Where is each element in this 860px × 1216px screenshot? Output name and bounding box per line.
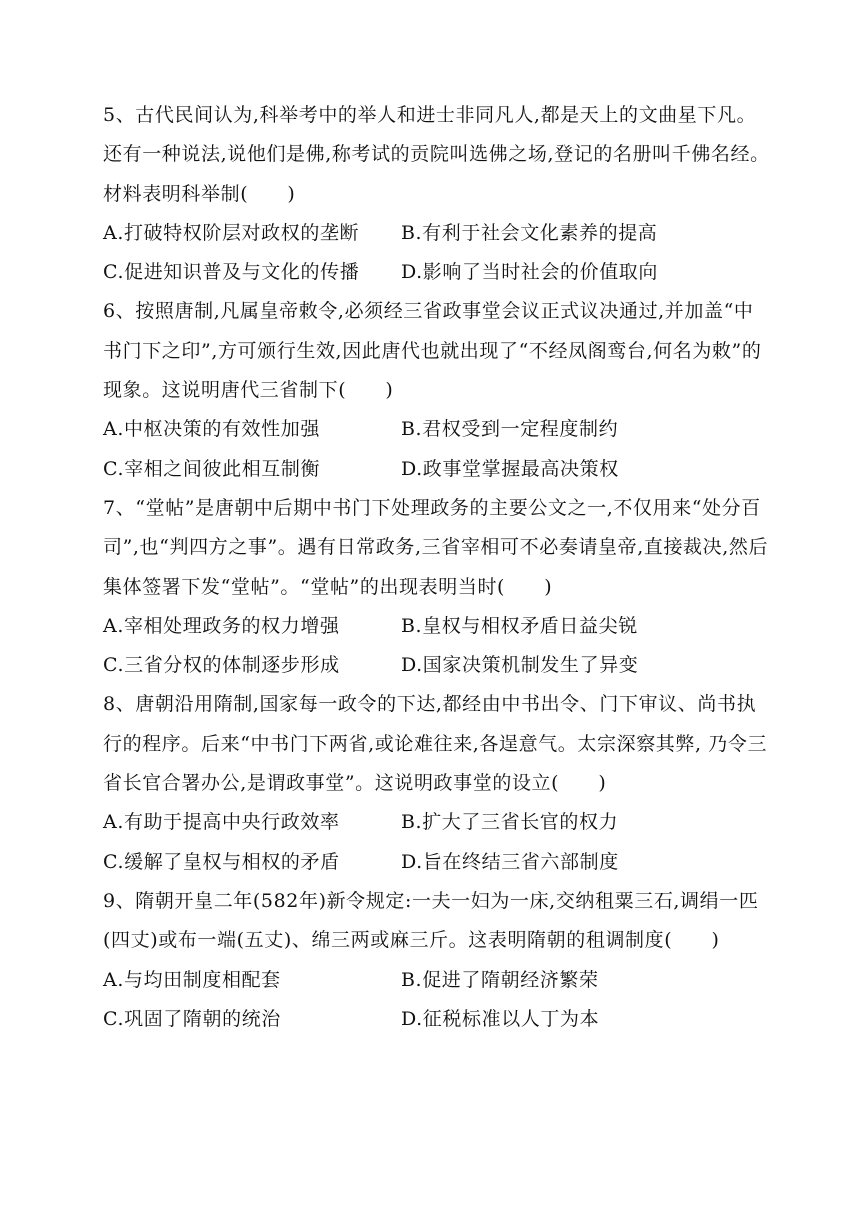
question-8 [103, 685, 773, 881]
option-a: A.与均田制度相配套 [103, 968, 281, 991]
answer-options [103, 607, 773, 686]
question-stem: 9、隋朝开皇二年(582年)新令规定:一夫一妇为一床,交纳租粟三石,调绢一匹(四丈)或布一端(五丈)、绵三两或麻三斤。这表明隋朝的租调制度( ) [103, 889, 759, 952]
answer-options [103, 803, 773, 882]
option-d: D.征税标准以人丁为本 [401, 1007, 600, 1030]
question-5 [103, 96, 773, 292]
option-a: A.打破特权阶层对政权的垄断 [103, 221, 360, 244]
question-9 [103, 882, 773, 1039]
option-d: D.政事堂掌握最高决策权 [401, 457, 619, 480]
option-c: C.宰相之间彼此相互制衡 [103, 457, 321, 480]
option-a: A.中枢决策的有效性加强 [103, 418, 320, 441]
option-b: B.促进了隋朝经济繁荣 [401, 968, 599, 991]
question-stem: 8、唐朝沿用隋制,国家每一政令的下达,都经由中书出令、门下审议、尚书执行的程序。后来“中书门下两省,或论难往来,各逞意气。太宗深察其弊, 乃令三省长官合署办公,是谓政事堂”。这说明政事堂的设立( ) [103, 693, 768, 795]
question-6 [103, 292, 773, 488]
option-c: C.巩固了隋朝的统治 [103, 1007, 281, 1030]
question-list [103, 96, 773, 1039]
option-d: D.旨在终结三省六部制度 [401, 850, 619, 873]
option-d: D.影响了当时社会的价值取向 [401, 261, 658, 284]
option-c: C.缓解了皇权与相权的矛盾 [103, 850, 340, 873]
option-a: A.有助于提高中央行政效率 [103, 811, 340, 834]
option-b: B.扩大了三省长官的权力 [401, 811, 619, 834]
question-stem: 6、按照唐制,凡属皇帝敕令,必须经三省政事堂会议正式议决通过,并加盖“中书门下之印”,方可颁行生效,因此唐代也就出现了“不经凤阁鸾台,何名为敕”的现象。这说明唐代三省制下( ) [103, 300, 762, 402]
question-7 [103, 489, 773, 685]
option-c: C.三省分权的体制逐步形成 [103, 654, 340, 677]
option-b: B.君权受到一定程度制约 [401, 418, 619, 441]
answer-options [103, 410, 773, 489]
question-stem: 5、古代民间认为,科举考中的举人和进士非同凡人,都是天上的文曲星下凡。还有一种说法,说他们是佛,称考试的贡院叫选佛之场,登记的名册叫千佛名经。材料表明科举制( ) [103, 104, 770, 205]
question-stem: 7、“堂帖”是唐朝中后期中书门下处理政务的主要公文之一,不仅用来“处分百司”,也“判四方之事”。遇有日常政务,三省宰相可不必奏请皇帝,直接裁决,然后集体签署下发“堂帖”。“堂帖”的出现表明当时( ) [103, 496, 769, 598]
option-c: C.促进知识普及与文化的传播 [103, 261, 360, 284]
answer-options [103, 214, 773, 293]
option-d: D.国家决策机制发生了异变 [401, 654, 639, 677]
option-b: B.有利于社会文化素养的提高 [401, 221, 658, 244]
option-a: A.宰相处理政务的权力增强 [103, 614, 340, 637]
answer-options [103, 961, 773, 1040]
option-b: B.皇权与相权矛盾日益尖锐 [401, 614, 638, 637]
